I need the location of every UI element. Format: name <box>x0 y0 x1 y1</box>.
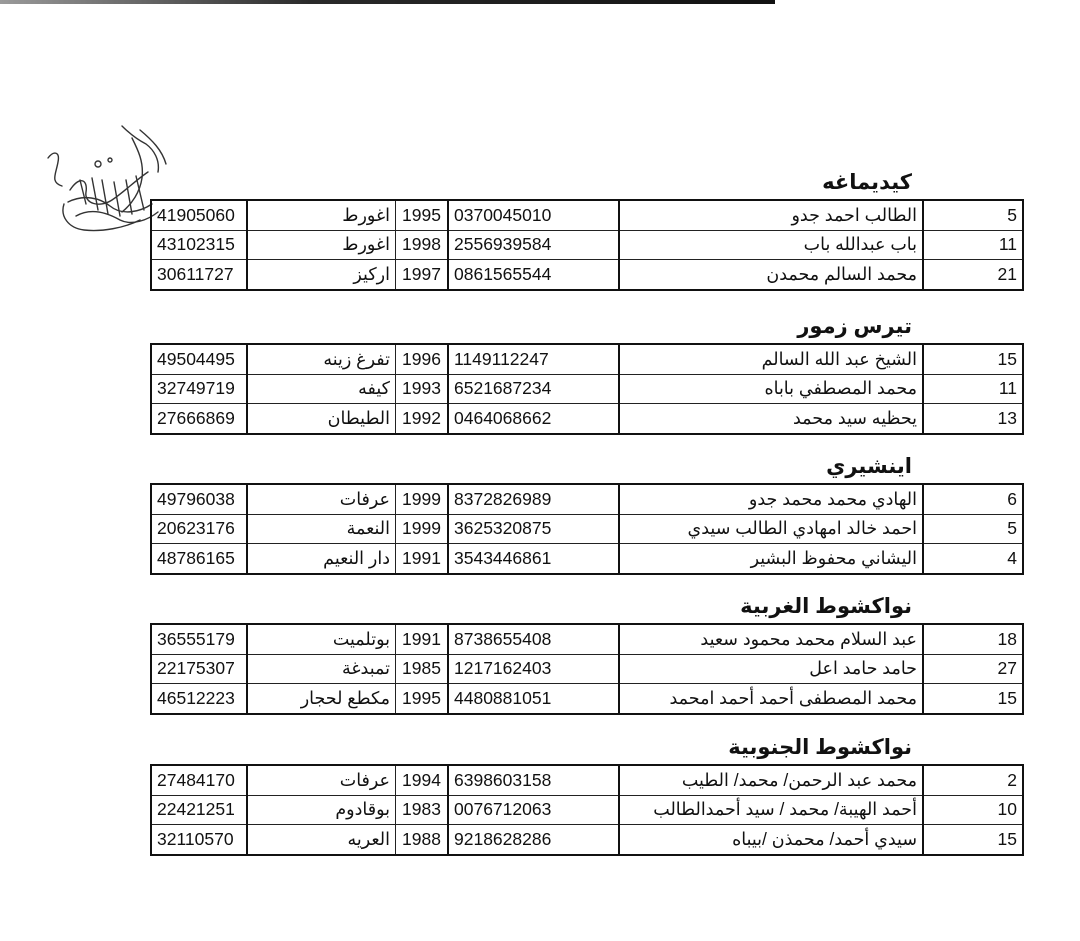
city-cell: اغورط <box>247 230 396 260</box>
year-cell: 1995 <box>396 684 449 714</box>
records-table <box>150 343 1024 435</box>
table-row <box>151 374 1023 404</box>
region-title: نواكشوط الغربية <box>740 595 912 618</box>
id-number-cell: 3543446861 <box>448 544 619 574</box>
city-cell: تفرغ زينه <box>247 344 396 374</box>
table-row <box>151 654 1023 684</box>
name-cell: محمد المصطفي باباه <box>619 374 923 404</box>
phone-cell: 22175307 <box>151 654 247 684</box>
id-number-cell: 6521687234 <box>448 374 619 404</box>
id-number-cell: 1149112247 <box>448 344 619 374</box>
rank-cell: 2 <box>923 765 1023 795</box>
table-row <box>151 344 1023 374</box>
phone-cell: 43102315 <box>151 230 247 260</box>
city-cell: كيفه <box>247 374 396 404</box>
phone-cell: 41905060 <box>151 200 247 230</box>
table-row <box>151 514 1023 544</box>
table-row <box>151 484 1023 514</box>
table-row <box>151 765 1023 795</box>
table-row <box>151 684 1023 714</box>
year-cell: 1999 <box>396 484 449 514</box>
name-cell: عبد السلام محمد محمود سعيد <box>619 624 923 654</box>
city-cell: تمبدغة <box>247 654 396 684</box>
name-cell: الطالب احمد جدو <box>619 200 923 230</box>
region-title: اينشيري <box>826 455 912 478</box>
name-cell: يحظيه سيد محمد <box>619 404 923 434</box>
year-cell: 1998 <box>396 230 449 260</box>
region-title: تيرس زمور <box>797 315 912 338</box>
rank-cell: 11 <box>923 230 1023 260</box>
rank-cell: 4 <box>923 544 1023 574</box>
id-number-cell: 6398603158 <box>448 765 619 795</box>
table-row <box>151 404 1023 434</box>
phone-cell: 48786165 <box>151 544 247 574</box>
id-number-cell: 0370045010 <box>448 200 619 230</box>
city-cell: اغورط <box>247 200 396 230</box>
city-cell: دار النعيم <box>247 544 396 574</box>
id-number-cell: 8738655408 <box>448 624 619 654</box>
table-row <box>151 260 1023 290</box>
id-number-cell: 3625320875 <box>448 514 619 544</box>
year-cell: 1995 <box>396 200 449 230</box>
id-number-cell: 0076712063 <box>448 795 619 825</box>
name-cell: سيدي أحمد/ محمذن /بيباه <box>619 825 923 855</box>
phone-cell: 32110570 <box>151 825 247 855</box>
id-number-cell: 9218628286 <box>448 825 619 855</box>
phone-cell: 27484170 <box>151 765 247 795</box>
phone-cell: 49504495 <box>151 344 247 374</box>
id-number-cell: 8372826989 <box>448 484 619 514</box>
name-cell: اليشاني محفوظ البشير <box>619 544 923 574</box>
city-cell: بوتلميت <box>247 624 396 654</box>
year-cell: 1983 <box>396 795 449 825</box>
table-row <box>151 230 1023 260</box>
year-cell: 1991 <box>396 544 449 574</box>
rank-cell: 27 <box>923 654 1023 684</box>
phone-cell: 49796038 <box>151 484 247 514</box>
name-cell: محمد المصطفى أحمد أحمد امحمد <box>619 684 923 714</box>
name-cell: حامد حامد اعل <box>619 654 923 684</box>
phone-cell: 36555179 <box>151 624 247 654</box>
records-table <box>150 623 1024 715</box>
id-number-cell: 0861565544 <box>448 260 619 290</box>
city-cell: بوقادوم <box>247 795 396 825</box>
phone-cell: 27666869 <box>151 404 247 434</box>
table-row <box>151 825 1023 855</box>
year-cell: 1985 <box>396 654 449 684</box>
phone-cell: 46512223 <box>151 684 247 714</box>
year-cell: 1996 <box>396 344 449 374</box>
name-cell: محمد السالم محمدن <box>619 260 923 290</box>
year-cell: 1997 <box>396 260 449 290</box>
city-cell: النعمة <box>247 514 396 544</box>
name-cell: أحمد الهيبة/ محمد / سيد أحمدالطالب <box>619 795 923 825</box>
rank-cell: 5 <box>923 200 1023 230</box>
city-cell: اركيز <box>247 260 396 290</box>
name-cell: باب عبدالله باب <box>619 230 923 260</box>
records-table <box>150 483 1024 575</box>
rank-cell: 10 <box>923 795 1023 825</box>
table-row <box>151 544 1023 574</box>
region-title: كيديماغه <box>822 171 912 194</box>
records-table <box>150 199 1024 291</box>
city-cell: عرفات <box>247 765 396 795</box>
rank-cell: 5 <box>923 514 1023 544</box>
id-number-cell: 1217162403 <box>448 654 619 684</box>
name-cell: محمد عبد الرحمن/ محمد/ الطيب <box>619 765 923 795</box>
rank-cell: 21 <box>923 260 1023 290</box>
records-table <box>150 764 1024 856</box>
name-cell: الهادي محمد محمد جدو <box>619 484 923 514</box>
year-cell: 1993 <box>396 374 449 404</box>
table-row <box>151 624 1023 654</box>
year-cell: 1988 <box>396 825 449 855</box>
name-cell: احمد خالد امهادي الطالب سيدي <box>619 514 923 544</box>
rank-cell: 15 <box>923 825 1023 855</box>
phone-cell: 22421251 <box>151 795 247 825</box>
rank-cell: 15 <box>923 344 1023 374</box>
rank-cell: 15 <box>923 684 1023 714</box>
rank-cell: 13 <box>923 404 1023 434</box>
phone-cell: 20623176 <box>151 514 247 544</box>
city-cell: الطيطان <box>247 404 396 434</box>
id-number-cell: 0464068662 <box>448 404 619 434</box>
top-edge-bar <box>0 0 775 4</box>
rank-cell: 11 <box>923 374 1023 404</box>
rank-cell: 18 <box>923 624 1023 654</box>
year-cell: 1999 <box>396 514 449 544</box>
rank-cell: 6 <box>923 484 1023 514</box>
year-cell: 1991 <box>396 624 449 654</box>
name-cell: الشيخ عبد الله السالم <box>619 344 923 374</box>
table-row <box>151 795 1023 825</box>
id-number-cell: 2556939584 <box>448 230 619 260</box>
year-cell: 1992 <box>396 404 449 434</box>
city-cell: عرفات <box>247 484 396 514</box>
region-title: نواكشوط الجنوبية <box>728 736 912 759</box>
phone-cell: 32749719 <box>151 374 247 404</box>
year-cell: 1994 <box>396 765 449 795</box>
id-number-cell: 4480881051 <box>448 684 619 714</box>
city-cell: العريه <box>247 825 396 855</box>
phone-cell: 30611727 <box>151 260 247 290</box>
table-row <box>151 200 1023 230</box>
city-cell: مكطع لحجار <box>247 684 396 714</box>
